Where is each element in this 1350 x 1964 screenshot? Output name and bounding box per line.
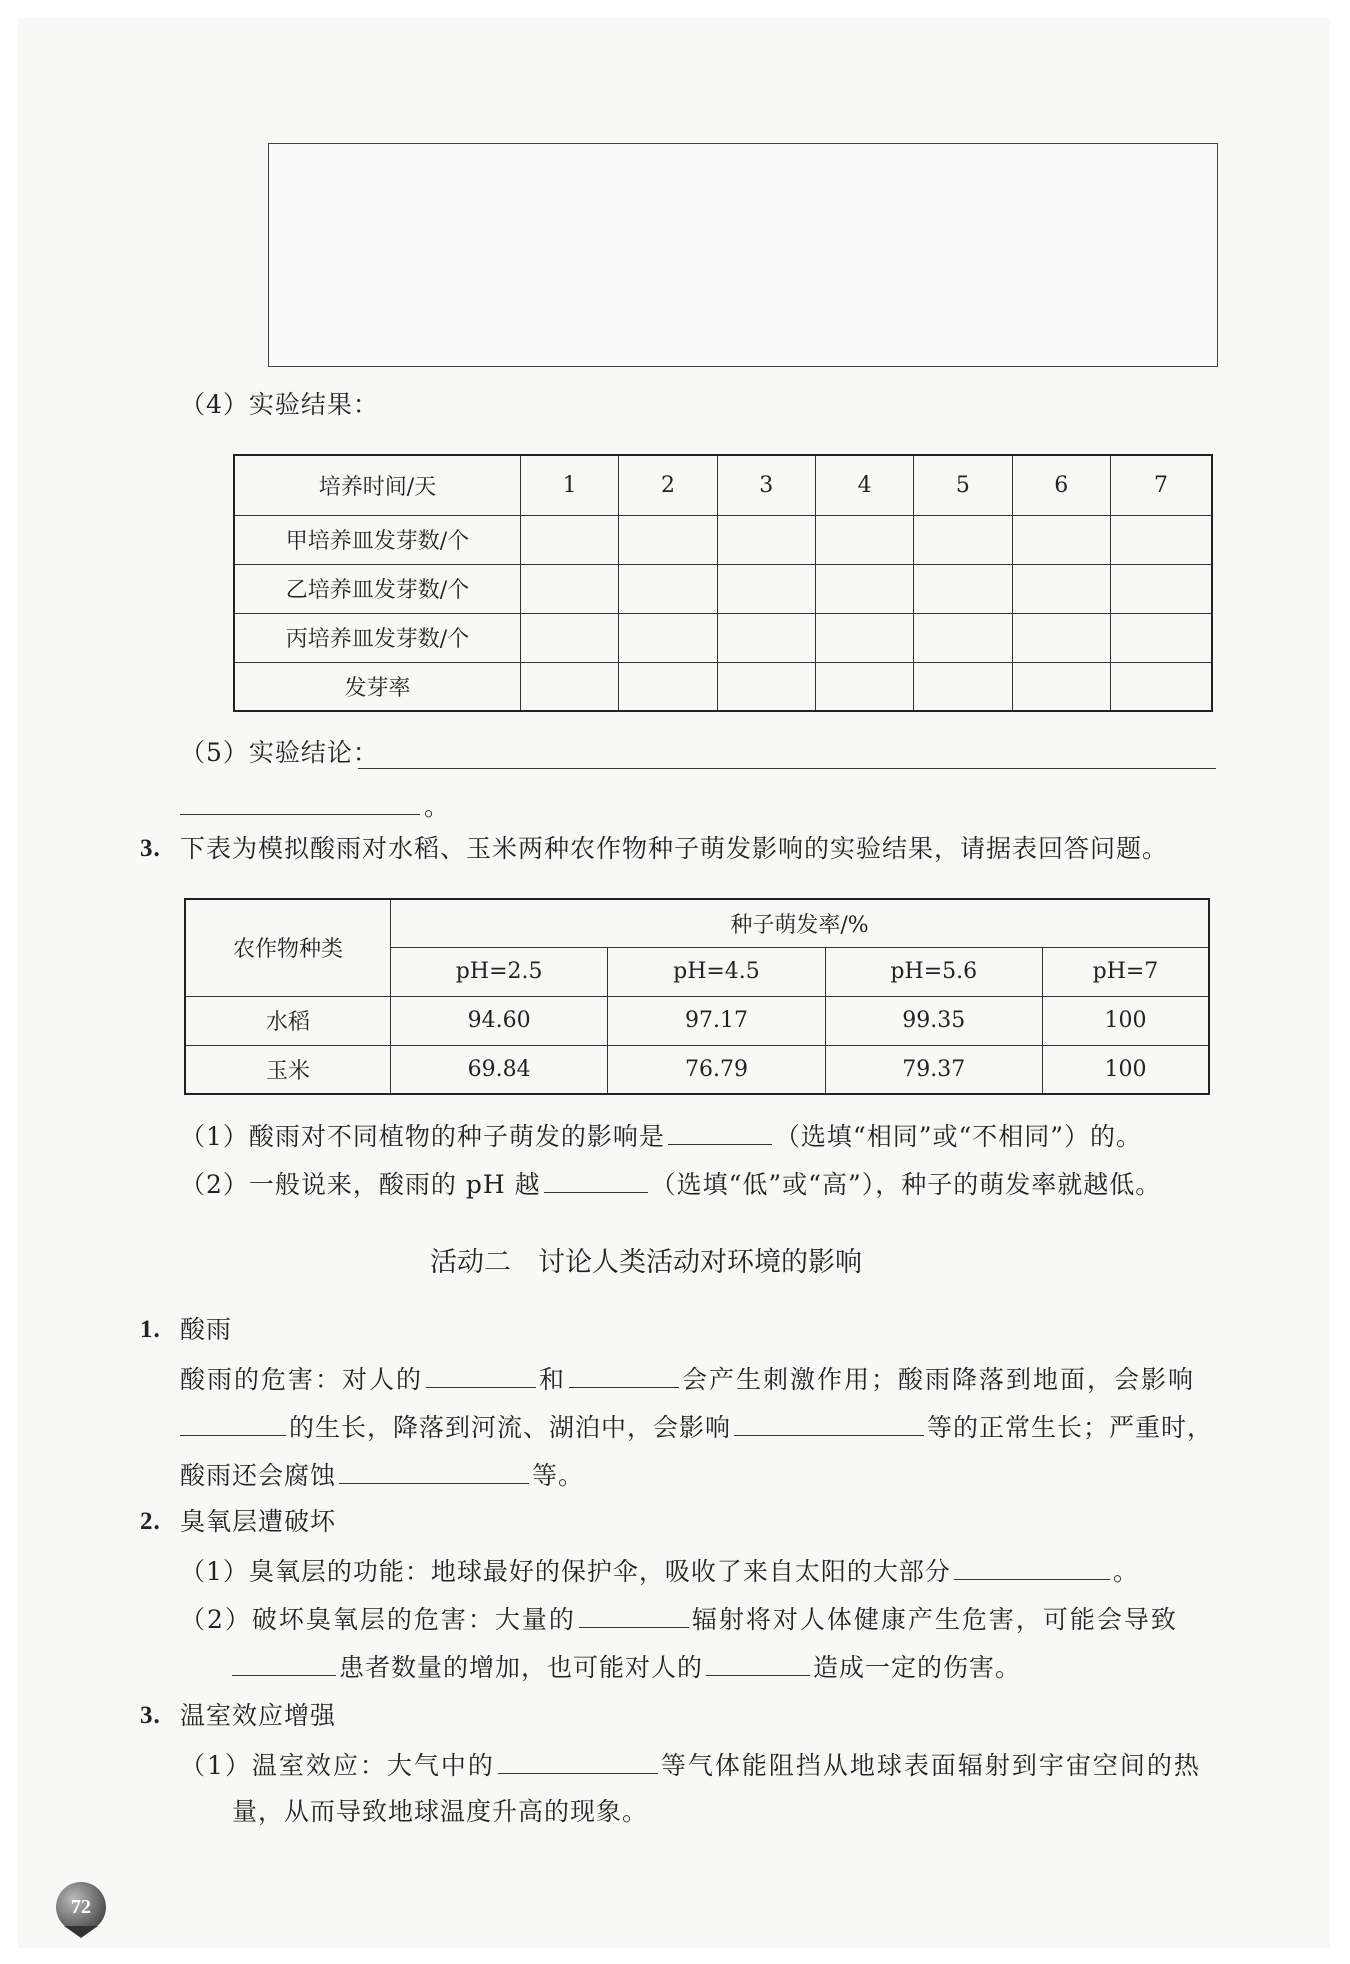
text: 等的正常生长；严重时，: [927, 1413, 1214, 1442]
sub-question-2-text: （2）一般说来，酸雨的 pH 越: [180, 1170, 541, 1199]
empty-cell[interactable]: [815, 613, 913, 662]
paragraph-line: [180, 1457, 584, 1493]
row-label: 乙培养皿发芽数/个: [234, 564, 521, 613]
item-5-label: （5）实验结论：: [180, 738, 379, 767]
empty-cell[interactable]: [914, 662, 1012, 711]
ph-header: pH=4.5: [608, 947, 825, 996]
rate-cell: 100: [1042, 996, 1209, 1045]
answer-blank[interactable]: [734, 1409, 924, 1436]
text: （1）温室效应：大气中的: [180, 1751, 495, 1780]
answer-blank[interactable]: [544, 1166, 648, 1193]
table-row: [234, 564, 1212, 613]
conclusion-blank-1[interactable]: [358, 768, 1216, 769]
table-row: [185, 996, 1209, 1045]
rate-cell: 94.60: [391, 996, 608, 1045]
item-number: 3.: [140, 1702, 161, 1729]
table-header-cell: 5: [914, 455, 1012, 515]
rate-cell: 69.84: [391, 1045, 608, 1094]
empty-cell[interactable]: [914, 564, 1012, 613]
table-header-cell: 1: [521, 455, 619, 515]
answer-blank[interactable]: [180, 1409, 286, 1436]
sub-question-2: [180, 1166, 1161, 1202]
text: 和: [539, 1365, 567, 1394]
table-header-cell: 2: [619, 455, 717, 515]
row-header: 农作物种类: [185, 899, 391, 996]
row-label: 甲培养皿发芽数/个: [234, 515, 521, 564]
paragraph-line: [180, 1409, 1213, 1445]
empty-cell[interactable]: [619, 564, 717, 613]
rate-cell: 99.35: [825, 996, 1042, 1045]
answer-blank[interactable]: [426, 1361, 536, 1388]
item-number: 1.: [140, 1316, 161, 1343]
answer-blank[interactable]: [498, 1747, 658, 1774]
sub-question-1-text: （1）酸雨对不同植物的种子萌发的影响是: [180, 1122, 665, 1151]
text: 的生长，降落到河流、湖泊中，会影响: [289, 1413, 732, 1442]
text: 酸雨还会腐蚀: [180, 1461, 337, 1490]
table-row: [234, 662, 1212, 711]
answer-blank[interactable]: [706, 1649, 810, 1676]
rate-cell: 79.37: [825, 1045, 1042, 1094]
rate-cell: 76.79: [608, 1045, 825, 1094]
text: 辐射将对人体健康产生危害，可能会导致: [691, 1605, 1178, 1634]
empty-cell[interactable]: [815, 564, 913, 613]
crop-name: 水稻: [185, 996, 391, 1045]
answer-blank[interactable]: [569, 1361, 679, 1388]
empty-cell[interactable]: [717, 613, 815, 662]
text: 。: [1112, 1557, 1139, 1586]
empty-cell[interactable]: [1012, 515, 1110, 564]
row-label: 发芽率: [234, 662, 521, 711]
empty-cell[interactable]: [521, 564, 619, 613]
paragraph-line: 量，从而导致地球温度升高的现象。: [232, 1797, 649, 1826]
text: （1）臭氧层的功能：地球最好的保护伞，吸收了来自太阳的大部分: [180, 1557, 951, 1586]
table-row: [234, 515, 1212, 564]
item-title: 温室效应增强: [180, 1701, 337, 1730]
answer-blank[interactable]: [954, 1553, 1110, 1580]
table-header-cell: 7: [1110, 455, 1212, 515]
empty-cell[interactable]: [1012, 564, 1110, 613]
ph-header: pH=7: [1042, 947, 1209, 996]
empty-cell[interactable]: [815, 515, 913, 564]
crop-name: 玉米: [185, 1045, 391, 1094]
empty-cell[interactable]: [521, 662, 619, 711]
paragraph-line: [232, 1649, 1021, 1685]
empty-cell[interactable]: [815, 662, 913, 711]
empty-cell[interactable]: [1012, 662, 1110, 711]
empty-cell[interactable]: [914, 515, 1012, 564]
answer-box[interactable]: [268, 143, 1218, 367]
answer-blank[interactable]: [668, 1118, 772, 1145]
rate-cell: 97.17: [608, 996, 825, 1045]
period: 。: [424, 792, 451, 821]
item-number: 2.: [140, 1508, 161, 1535]
table-row: [234, 613, 1212, 662]
text: 等气体能阻挡从地球表面辐射到宇宙空间的热: [660, 1751, 1201, 1780]
table-header-cell: 3: [717, 455, 815, 515]
question-text: 下表为模拟酸雨对水稻、玉米两种农作物种子萌发影响的实验结果，请据表回答问题。: [180, 834, 1169, 863]
empty-cell[interactable]: [619, 662, 717, 711]
paragraph-line: [180, 1361, 1195, 1397]
answer-blank[interactable]: [232, 1649, 336, 1676]
results-table: [233, 454, 1213, 712]
table-row: [185, 1045, 1209, 1094]
empty-cell[interactable]: [717, 515, 815, 564]
empty-cell[interactable]: [717, 662, 815, 711]
empty-cell[interactable]: [717, 564, 815, 613]
ph-header: pH=5.6: [825, 947, 1042, 996]
text: 等。: [532, 1461, 585, 1490]
answer-blank[interactable]: [579, 1601, 689, 1628]
paragraph-line: [180, 1553, 1139, 1589]
text: 患者数量的增加，也可能对人的: [339, 1653, 704, 1682]
item-title: 臭氧层遭破坏: [180, 1507, 337, 1536]
empty-cell[interactable]: [619, 515, 717, 564]
empty-cell[interactable]: [914, 613, 1012, 662]
text: （2）破坏臭氧层的危害：大量的: [180, 1605, 576, 1634]
table-header-cell: 4: [815, 455, 913, 515]
page-number-badge: 72: [56, 1882, 106, 1932]
paragraph-line: [180, 1601, 1178, 1637]
text: 酸雨的危害：对人的: [180, 1365, 424, 1394]
empty-cell[interactable]: [1110, 515, 1212, 564]
empty-cell[interactable]: [521, 613, 619, 662]
text: 造成一定的伤害。: [813, 1653, 1022, 1682]
group-header: 种子萌发率/%: [391, 899, 1210, 947]
empty-cell[interactable]: [619, 613, 717, 662]
section-heading: 活动二 讨论人类活动对环境的影响: [430, 1247, 862, 1278]
rate-cell: 100: [1042, 1045, 1209, 1094]
row-label: 丙培养皿发芽数/个: [234, 613, 521, 662]
empty-cell[interactable]: [1110, 662, 1212, 711]
table-header-row: [234, 455, 1212, 515]
empty-cell[interactable]: [1110, 564, 1212, 613]
sub-question-1-hint: （选填“相同”或“不相同”）的。: [774, 1122, 1143, 1151]
table-header-cell: 培养时间/天: [234, 455, 521, 515]
sub-question-1: [180, 1118, 1142, 1154]
conclusion-blank-2[interactable]: [180, 814, 420, 815]
sub-question-2-hint: （选填“低”或“高”），种子的萌发率就越低。: [650, 1170, 1162, 1199]
question-number: 3.: [140, 835, 161, 862]
acid-rain-table: [184, 898, 1210, 1095]
text: 会产生刺激作用；酸雨降落到地面，会影响: [682, 1365, 1196, 1394]
table-header-cell: 6: [1012, 455, 1110, 515]
empty-cell[interactable]: [521, 515, 619, 564]
paragraph-line: [180, 1747, 1201, 1783]
ph-header: pH=2.5: [391, 947, 608, 996]
answer-blank[interactable]: [339, 1457, 529, 1484]
item-4-label: （4）实验结果：: [180, 390, 379, 419]
empty-cell[interactable]: [1110, 613, 1212, 662]
item-title: 酸雨: [180, 1315, 233, 1344]
empty-cell[interactable]: [1012, 613, 1110, 662]
